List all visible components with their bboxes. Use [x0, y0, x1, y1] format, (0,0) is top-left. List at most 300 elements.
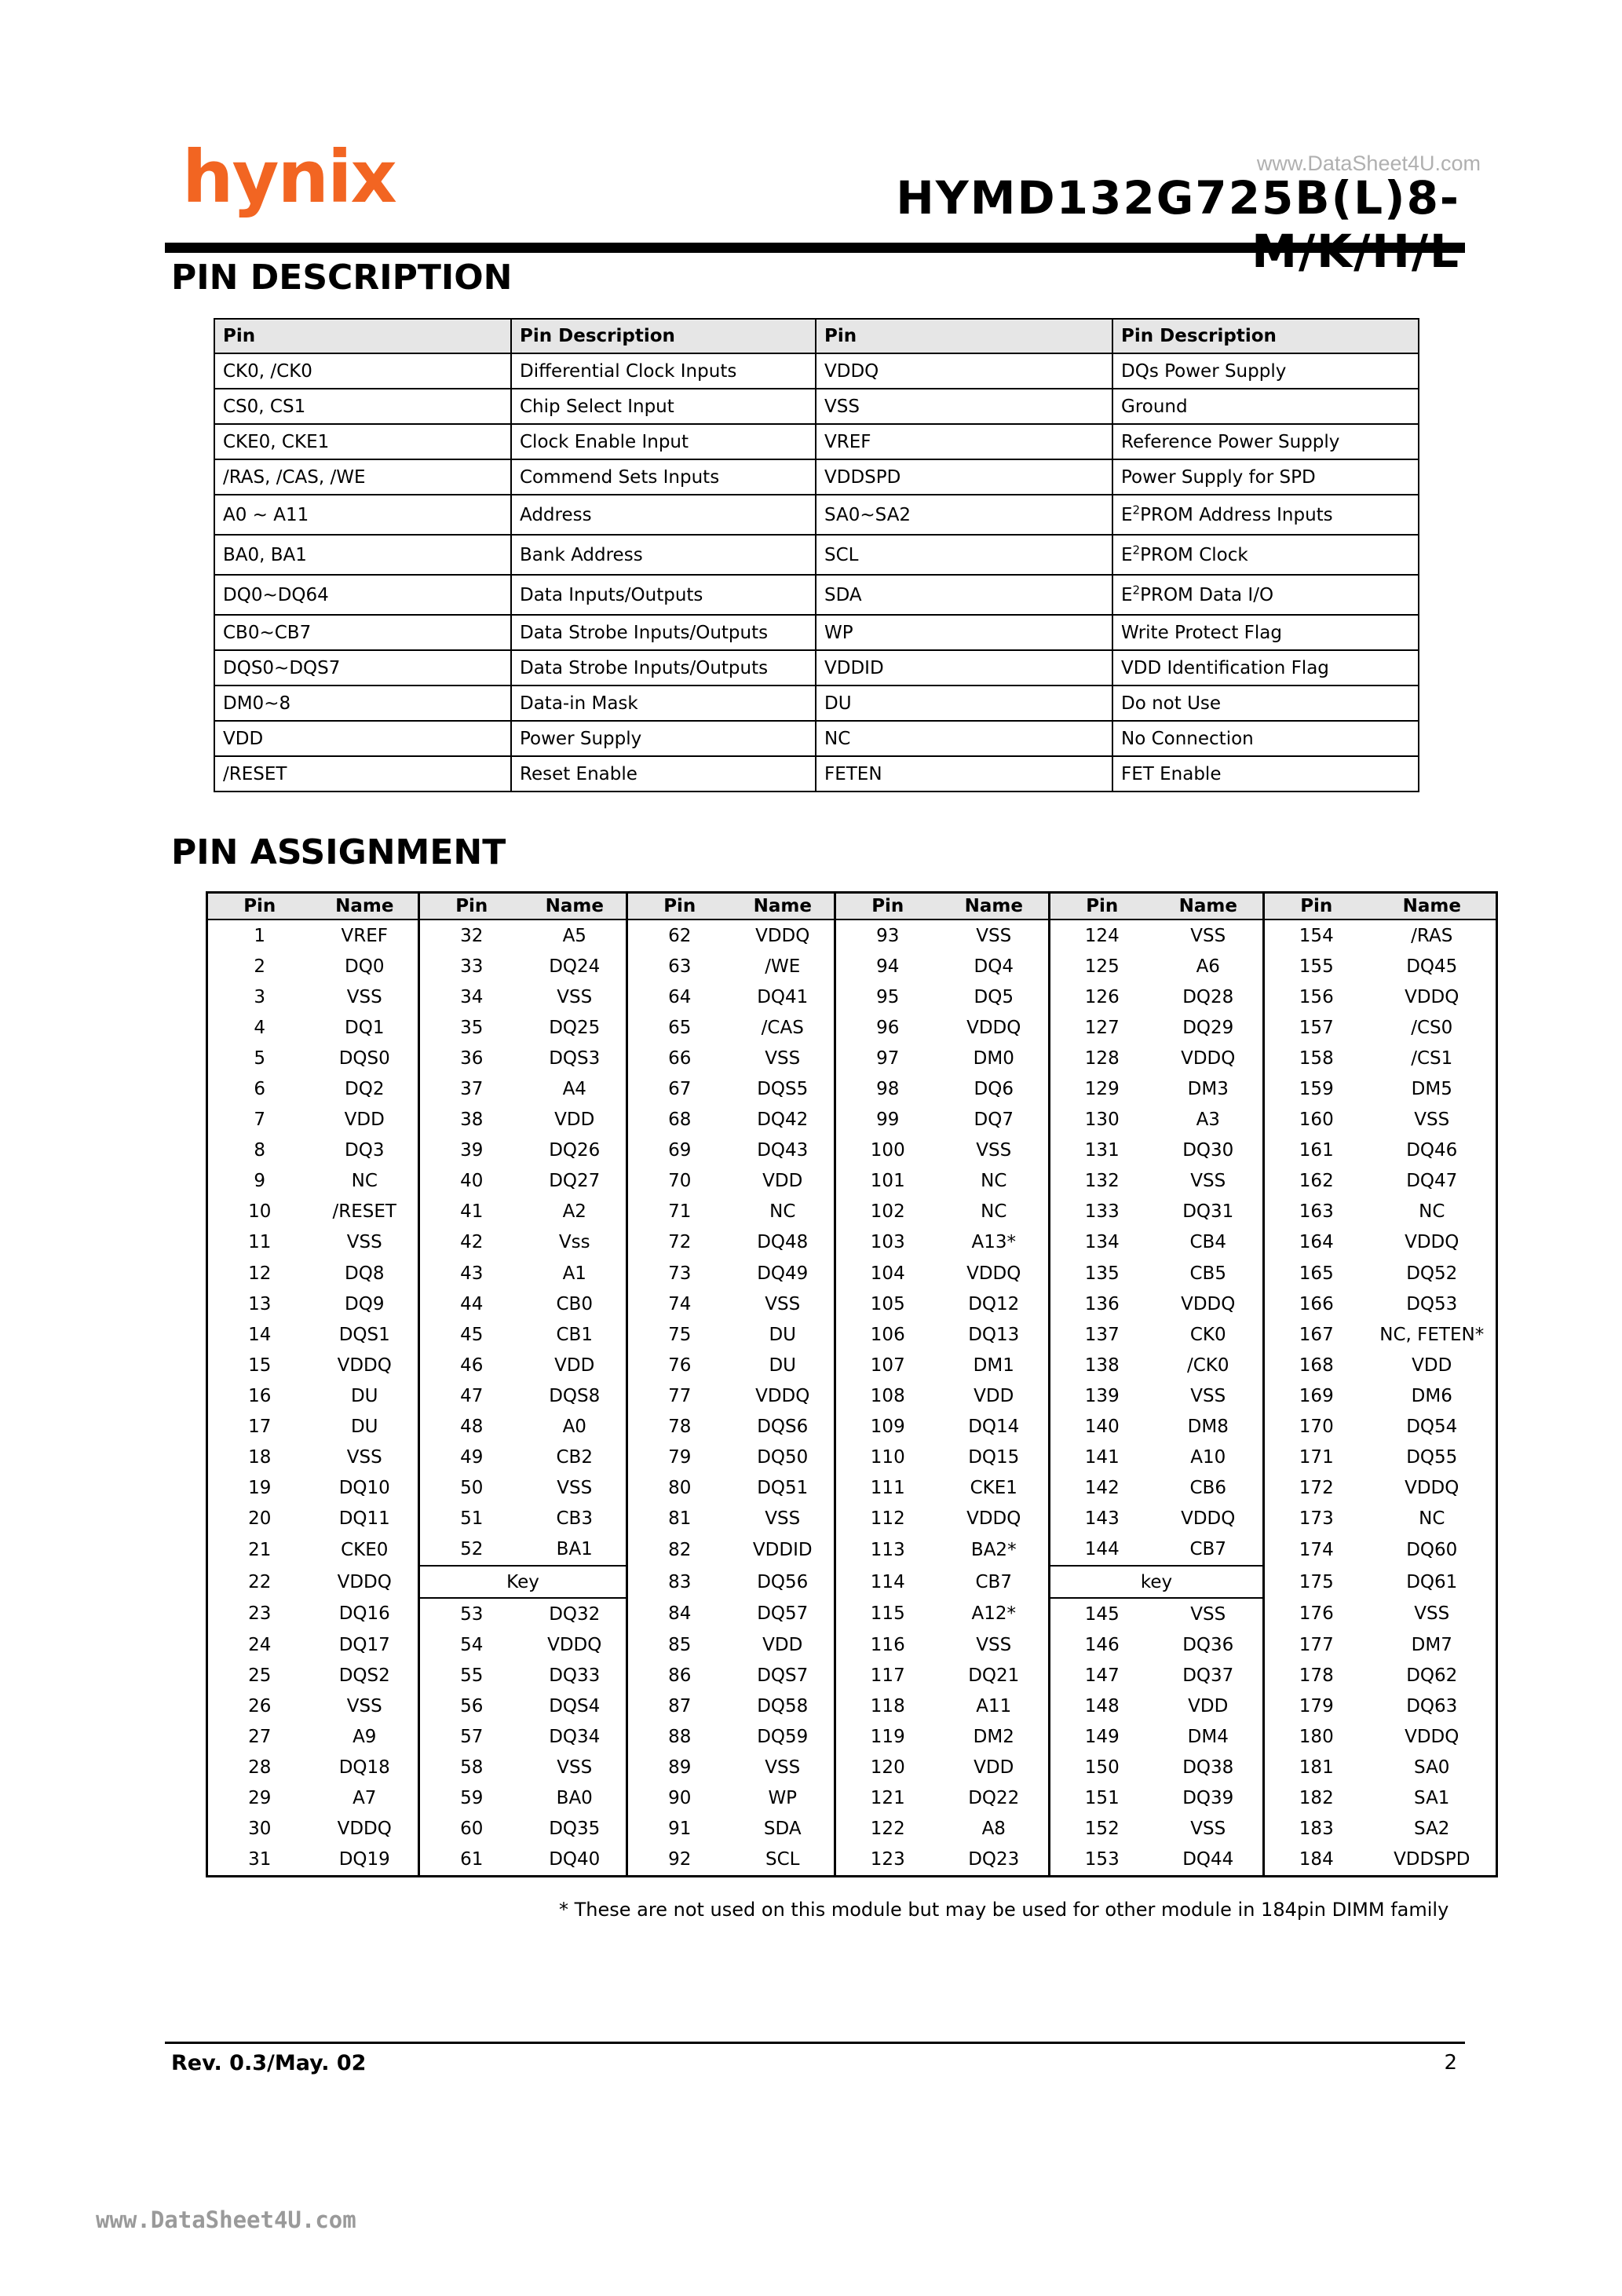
pin-name-cell: DQ22: [968, 1788, 1020, 1809]
footer-rule: [165, 2042, 1465, 2044]
pin-number-cell: 55: [419, 1660, 524, 1691]
table-row: [214, 535, 1419, 575]
pin-name-cell: DQ11: [338, 1508, 390, 1530]
pin-number-cell: 61: [419, 1844, 524, 1877]
pin-cell: WP: [816, 615, 1112, 650]
pin-number-cell: 23: [248, 1603, 272, 1625]
pin-name-cell: DQ58: [757, 1695, 809, 1717]
name-column-header: Name: [312, 893, 419, 920]
pin-number-cell: 113: [835, 1534, 940, 1566]
pin-number-cell: 49: [419, 1442, 524, 1473]
name-column-header: Name: [1368, 893, 1497, 920]
pin-number-cell: 68: [627, 1105, 732, 1135]
pin-number-cell: 31: [248, 1849, 272, 1870]
pin-name-cell: DQ38: [1182, 1757, 1234, 1779]
hynix-logo-text: hynix: [182, 145, 396, 219]
pin-number-cell: 146: [1050, 1629, 1154, 1660]
pin-name-cell: DQ24: [549, 956, 601, 977]
pin-number-cell: 65: [627, 1012, 732, 1043]
pin-cell: DQS0~DQS7: [214, 650, 511, 686]
pin-name-cell: DQ41: [757, 986, 809, 1007]
pin-name-cell: NC: [981, 1201, 1007, 1223]
pin-number-cell: 63: [627, 951, 732, 982]
pin-number-cell: 139: [1050, 1380, 1154, 1411]
pin-number-cell: 163: [1264, 1197, 1368, 1227]
table-row: [207, 1012, 1497, 1043]
pin-number-cell: 6: [254, 1079, 266, 1100]
pin-name-cell: DU: [350, 1417, 378, 1438]
pin-name-cell: VSS: [765, 1757, 801, 1779]
pin-name-cell: VDDQ: [337, 1355, 392, 1376]
document-title: HYMD132G725B(L)8-: [896, 171, 1460, 225]
pin-name-cell: DQ12: [968, 1293, 1020, 1314]
pin-name-cell: DQ54: [1406, 1417, 1458, 1438]
pin-name-cell: DQ50: [757, 1447, 809, 1468]
pin-name-cell: VDDQ: [1405, 986, 1459, 1007]
pin-number-cell: 130: [1050, 1105, 1154, 1135]
pin-name-cell: DQ32: [549, 1603, 601, 1625]
table-row: [207, 1105, 1497, 1135]
pin-number-cell: 13: [248, 1293, 272, 1314]
pin-name-cell: VDDQ: [1181, 1293, 1236, 1314]
pin-name-cell: /CS1: [1411, 1047, 1453, 1069]
pin-number-cell: 4: [254, 1017, 266, 1038]
pin-cell: VDDID: [816, 650, 1112, 686]
pin-name-cell: DM6: [1411, 1385, 1452, 1406]
pin-number-cell: 91: [627, 1814, 732, 1844]
pin-name-cell: DQ21: [968, 1665, 1020, 1686]
pin-number-cell: 77: [627, 1380, 732, 1411]
pin-description-cell: Data-in Mask: [511, 686, 816, 721]
pin-number-cell: 143: [1050, 1504, 1154, 1534]
pin-number-cell: 54: [419, 1629, 524, 1660]
pin-number-cell: 5: [254, 1047, 266, 1069]
pin-number-cell: 81: [627, 1504, 732, 1534]
pin-name-cell: DQS3: [549, 1047, 601, 1069]
pin-description-header-row: [214, 319, 1419, 353]
pin-number-cell: 161: [1264, 1135, 1368, 1166]
pin-number-cell: 50: [419, 1473, 524, 1504]
pin-name-cell: DQ37: [1182, 1665, 1234, 1686]
pin-name-cell: /RESET: [332, 1201, 396, 1223]
pin-description-header-cell: Pin Description: [511, 319, 816, 353]
hynix-logo: [182, 145, 449, 239]
pin-cell: SCL: [816, 535, 1112, 575]
pin-number-cell: 32: [419, 919, 524, 951]
pin-name-cell: A11: [976, 1695, 1012, 1717]
pin-name-cell: DQ17: [338, 1634, 390, 1655]
pin-description-cell: Data Strobe Inputs/Outputs: [511, 650, 816, 686]
pin-name-cell: A12*: [971, 1603, 1016, 1625]
pin-number-cell: 40: [419, 1166, 524, 1197]
pin-number-cell: 83: [627, 1566, 732, 1598]
pin-number-cell: 7: [254, 1110, 266, 1131]
pin-name-cell: DM8: [1187, 1417, 1229, 1438]
pin-name-cell: VDDQ: [1405, 1478, 1459, 1499]
pin-name-cell: CKE0: [341, 1539, 389, 1560]
pin-cell: /RAS, /CAS, /WE: [214, 459, 511, 495]
pin-name-cell: VSS: [765, 1508, 801, 1530]
pin-number-cell: 26: [248, 1695, 272, 1717]
pin-name-cell: DQS8: [549, 1385, 601, 1406]
pin-cell: VDDSPD: [816, 459, 1112, 495]
pin-number-cell: 67: [627, 1073, 732, 1104]
pin-name-cell: DQ10: [338, 1478, 390, 1499]
pin-name-cell: DQS6: [757, 1417, 809, 1438]
table-row: [214, 459, 1419, 495]
pin-name-cell: /WE: [765, 956, 801, 977]
pin-name-cell: DQ46: [1406, 1140, 1458, 1161]
pin-number-cell: 145: [1050, 1598, 1154, 1629]
pin-description-cell: No Connection: [1112, 721, 1419, 756]
pin-name-cell: DM5: [1411, 1079, 1452, 1100]
table-row: [207, 1814, 1497, 1844]
pin-description-cell: Reset Enable: [511, 756, 816, 792]
pin-number-cell: 170: [1264, 1412, 1368, 1442]
pin-number-cell: 149: [1050, 1721, 1154, 1752]
pin-name-cell: A3: [1196, 1110, 1220, 1131]
pin-number-cell: 60: [419, 1814, 524, 1844]
pin-name-cell: VDDQ: [966, 1508, 1021, 1530]
pin-name-cell: DQ28: [1182, 986, 1234, 1007]
pin-number-cell: 47: [419, 1380, 524, 1411]
pin-number-cell: 53: [419, 1598, 524, 1629]
pin-name-cell: DQ52: [1406, 1263, 1458, 1284]
pin-number-cell: 42: [419, 1227, 524, 1258]
pin-number-cell: 71: [627, 1197, 732, 1227]
pin-number-cell: 51: [419, 1504, 524, 1534]
table-row: [214, 756, 1419, 792]
pin-description-cell: Power Supply for SPD: [1112, 459, 1419, 495]
pin-name-cell: DQ44: [1182, 1849, 1234, 1870]
pin-name-cell: A13*: [971, 1232, 1016, 1253]
pin-name-cell: VSS: [346, 986, 382, 1007]
pin-number-cell: 140: [1050, 1412, 1154, 1442]
pin-number-cell: 181: [1264, 1753, 1368, 1783]
pin-number-cell: 87: [627, 1691, 732, 1721]
pin-assignment-title: PIN ASSIGNMENT: [171, 832, 506, 872]
name-column-header: Name: [940, 893, 1050, 920]
pin-name-cell: VDDQ: [966, 1017, 1021, 1038]
pin-name-cell: DQ59: [757, 1726, 809, 1747]
pin-name-cell: A10: [1190, 1447, 1226, 1468]
pin-number-cell: 132: [1050, 1166, 1154, 1197]
pin-assignment-table: [206, 891, 1498, 1877]
table-row: [214, 721, 1419, 756]
pin-number-cell: 135: [1050, 1258, 1154, 1289]
pin-name-cell: DQ63: [1406, 1695, 1458, 1717]
pin-name-cell: VSS: [346, 1447, 382, 1468]
pin-name-cell: DQ53: [1406, 1293, 1458, 1314]
pin-description-cell: FET Enable: [1112, 756, 1419, 792]
pin-name-cell: DM3: [1187, 1079, 1229, 1100]
pin-name-cell: A1: [562, 1263, 586, 1284]
pin-name-cell: DQ1: [345, 1017, 385, 1038]
pin-number-cell: 147: [1050, 1660, 1154, 1691]
pin-number-cell: 166: [1264, 1289, 1368, 1319]
pin-name-cell: VDDQ: [337, 1571, 392, 1592]
pin-number-cell: 74: [627, 1289, 732, 1319]
pin-number-cell: 171: [1264, 1442, 1368, 1473]
table-row: [214, 615, 1419, 650]
pin-number-cell: 97: [835, 1043, 940, 1073]
pin-number-cell: 27: [248, 1726, 272, 1747]
pin-number-cell: 164: [1264, 1227, 1368, 1258]
pin-number-cell: 36: [419, 1043, 524, 1073]
pin-cell: FETEN: [816, 756, 1112, 792]
pin-name-cell: DQ62: [1406, 1665, 1458, 1686]
table-row: [207, 919, 1497, 951]
pin-number-cell: 80: [627, 1473, 732, 1504]
pin-number-cell: 158: [1264, 1043, 1368, 1073]
pin-name-cell: A5: [562, 925, 586, 946]
pin-column-header: Pin: [419, 893, 524, 920]
pin-name-cell: DM1: [973, 1355, 1014, 1376]
pin-name-cell: CK0: [1189, 1324, 1226, 1345]
pin-description-cell: Chip Select Input: [511, 389, 816, 424]
pin-name-cell: DQ6: [974, 1079, 1014, 1100]
pin-number-cell: 75: [627, 1319, 732, 1350]
pin-number-cell: 156: [1264, 982, 1368, 1012]
pin-number-cell: 37: [419, 1073, 524, 1104]
pin-number-cell: 69: [627, 1135, 732, 1166]
pin-name-cell: BA1: [556, 1539, 593, 1560]
pin-number-cell: 9: [254, 1171, 266, 1192]
pin-number-cell: 131: [1050, 1135, 1154, 1166]
pin-name-cell: VSS: [976, 925, 1012, 946]
pin-name-cell: DQ56: [757, 1571, 809, 1592]
pin-number-cell: 167: [1264, 1319, 1368, 1350]
pin-cell: CKE0, CKE1: [214, 424, 511, 459]
pin-name-cell: NC: [769, 1201, 796, 1223]
pin-name-cell: DM0: [973, 1047, 1014, 1069]
pin-name-cell: DQ13: [968, 1324, 1020, 1345]
pin-number-cell: 153: [1050, 1844, 1154, 1877]
pin-number-cell: 127: [1050, 1012, 1154, 1043]
pin-number-cell: 120: [835, 1753, 940, 1783]
pin-number-cell: 102: [835, 1197, 940, 1227]
table-row: [214, 650, 1419, 686]
pin-name-cell: VDDQ: [755, 925, 810, 946]
pin-number-cell: 20: [248, 1508, 272, 1530]
pin-number-cell: 117: [835, 1660, 940, 1691]
table-row: [214, 575, 1419, 615]
pin-column-header: Pin: [835, 893, 940, 920]
pin-description-header-cell: Pin Description: [1112, 319, 1419, 353]
pin-number-cell: 126: [1050, 982, 1154, 1012]
pin-number-cell: 114: [835, 1566, 940, 1598]
pin-number-cell: 159: [1264, 1073, 1368, 1104]
pin-name-cell: VSS: [557, 986, 593, 1007]
pin-name-cell: DQ7: [974, 1110, 1014, 1131]
pin-name-cell: VDDQ: [966, 1263, 1021, 1284]
pin-description-cell: Clock Enable Input: [511, 424, 816, 459]
pin-number-cell: 76: [627, 1350, 732, 1380]
pin-number-cell: 41: [419, 1197, 524, 1227]
pin-number-cell: 17: [248, 1417, 272, 1438]
pin-number-cell: 10: [248, 1201, 272, 1223]
pin-description-cell: Differential Clock Inputs: [511, 353, 816, 389]
pin-number-cell: 142: [1050, 1473, 1154, 1504]
pin-description-text: PROM Clock: [1140, 544, 1248, 565]
pin-name-cell: A7: [353, 1788, 377, 1809]
pin-number-cell: 22: [248, 1571, 272, 1592]
pin-number-cell: 141: [1050, 1442, 1154, 1473]
table-row: [214, 353, 1419, 389]
pin-name-cell: VSS: [1414, 1603, 1450, 1625]
pin-number-cell: 106: [835, 1319, 940, 1350]
pin-number-cell: 151: [1050, 1783, 1154, 1814]
pin-number-cell: 43: [419, 1258, 524, 1289]
pin-name-cell: DQ14: [968, 1417, 1020, 1438]
table-row: [207, 1629, 1497, 1660]
table-row: [214, 389, 1419, 424]
pin-number-cell: 107: [835, 1350, 940, 1380]
pin-name-cell: DQ47: [1406, 1171, 1458, 1192]
pin-name-cell: VDDQ: [1405, 1726, 1459, 1747]
pin-cell: CK0, /CK0: [214, 353, 511, 389]
pin-number-cell: 125: [1050, 951, 1154, 982]
pin-name-cell: VSS: [1190, 1385, 1226, 1406]
pin-number-cell: 122: [835, 1814, 940, 1844]
pin-number-cell: 169: [1264, 1380, 1368, 1411]
pin-name-cell: VSS: [346, 1695, 382, 1717]
table-row: [214, 495, 1419, 535]
pin-name-cell: VDD: [554, 1110, 595, 1131]
pin-name-cell: DQ39: [1182, 1788, 1234, 1809]
pin-name-cell: VSS: [765, 1047, 801, 1069]
pin-number-cell: 95: [835, 982, 940, 1012]
pin-name-cell: CB5: [1189, 1263, 1226, 1284]
pin-name-cell: VDDQ: [1181, 1508, 1236, 1530]
pin-number-cell: 93: [835, 919, 940, 951]
pin-number-cell: 29: [248, 1788, 272, 1809]
table-row: [207, 951, 1497, 982]
pin-number-cell: 179: [1264, 1691, 1368, 1721]
pin-name-cell: VDD: [1412, 1355, 1452, 1376]
pin-number-cell: 19: [248, 1478, 272, 1499]
pin-name-cell: CB6: [1189, 1478, 1226, 1499]
pin-name-cell: SCL: [765, 1849, 800, 1870]
pin-number-cell: 84: [627, 1598, 732, 1629]
pin-name-cell: VDDQ: [1405, 1232, 1459, 1253]
pin-number-cell: 89: [627, 1753, 732, 1783]
watermark-bottom: www.DataSheet4U.com: [96, 2206, 356, 2233]
pin-description-text: PROM Address Inputs: [1140, 504, 1333, 525]
pin-number-cell: 38: [419, 1105, 524, 1135]
pin-description-table: [214, 318, 1419, 792]
pin-number-cell: 108: [835, 1380, 940, 1411]
pin-number-cell: 2: [254, 956, 266, 977]
pin-number-cell: 104: [835, 1258, 940, 1289]
pin-name-cell: DQ43: [757, 1140, 809, 1161]
pin-column-header: Pin: [1050, 893, 1154, 920]
pin-cell: VDD: [214, 721, 511, 756]
pin-name-cell: DQ5: [974, 986, 1014, 1007]
pin-description-cell: Data Strobe Inputs/Outputs: [511, 615, 816, 650]
pin-number-cell: 33: [419, 951, 524, 982]
pin-cell: CB0~CB7: [214, 615, 511, 650]
pin-cell: CS0, CS1: [214, 389, 511, 424]
pin-number-cell: 88: [627, 1721, 732, 1752]
table-row: [207, 1073, 1497, 1104]
pin-cell: VSS: [816, 389, 1112, 424]
pin-name-cell: VDDQ: [337, 1819, 392, 1840]
pin-number-cell: 64: [627, 982, 732, 1012]
pin-description-cell: Write Protect Flag: [1112, 615, 1419, 650]
pin-number-cell: 57: [419, 1721, 524, 1752]
pin-number-cell: 110: [835, 1442, 940, 1473]
pin-name-cell: VDD: [1188, 1695, 1229, 1717]
pin-name-cell: DQ61: [1406, 1571, 1458, 1592]
pin-number-cell: 184: [1264, 1844, 1368, 1877]
pin-name-cell: DQ35: [549, 1819, 601, 1840]
pin-number-cell: 94: [835, 951, 940, 982]
pin-number-cell: 62: [627, 919, 732, 951]
name-column-header: Name: [732, 893, 835, 920]
pin-name-cell: DQ18: [338, 1757, 390, 1779]
pin-name-cell: DQS0: [338, 1047, 390, 1069]
pin-number-cell: 16: [248, 1385, 272, 1406]
pin-name-cell: VREF: [341, 925, 388, 946]
pin-name-cell: DQ8: [345, 1263, 385, 1284]
pin-number-cell: 111: [835, 1473, 940, 1504]
pin-number-cell: 45: [419, 1319, 524, 1350]
pin-name-cell: VDDID: [752, 1539, 813, 1560]
pin-name-cell: /CAS: [761, 1017, 804, 1038]
pin-cell: /RESET: [214, 756, 511, 792]
table-row: [207, 1166, 1497, 1197]
pin-name-cell: DQ42: [757, 1110, 809, 1131]
pin-name-cell: DQ51: [757, 1478, 809, 1499]
pin-number-cell: 105: [835, 1289, 940, 1319]
pin-name-cell: VSS: [976, 1634, 1012, 1655]
pin-name-cell: VSS: [976, 1140, 1012, 1161]
pin-number-cell: 30: [248, 1819, 272, 1840]
pin-number-cell: 168: [1264, 1350, 1368, 1380]
table-row: [207, 1135, 1497, 1166]
pin-name-cell: DQ0: [345, 956, 385, 977]
pin-name-cell: VSS: [765, 1293, 801, 1314]
pin-number-cell: 128: [1050, 1043, 1154, 1073]
pin-number-cell: 1: [254, 925, 266, 946]
pin-name-cell: A2: [562, 1201, 586, 1223]
pin-number-cell: 121: [835, 1783, 940, 1814]
table-row: [207, 1534, 1497, 1566]
pin-name-cell: /CK0: [1186, 1355, 1229, 1376]
pin-number-cell: 86: [627, 1660, 732, 1691]
pin-number-cell: 152: [1050, 1814, 1154, 1844]
pin-number-cell: 56: [419, 1691, 524, 1721]
pin-name-cell: DQ49: [757, 1263, 809, 1284]
pin-number-cell: 59: [419, 1783, 524, 1814]
pin-name-cell: DQ16: [338, 1603, 390, 1625]
pin-description-cell: $E^2PROM$ Data I/O: [1112, 575, 1419, 615]
pin-number-cell: 15: [248, 1355, 272, 1376]
pin-name-cell: WP: [768, 1788, 798, 1809]
pin-name-cell: SA2: [1414, 1819, 1450, 1840]
pin-name-cell: VSS: [1190, 925, 1226, 946]
pin-name-cell: DQ4: [974, 956, 1014, 977]
pin-number-cell: 90: [627, 1783, 732, 1814]
pin-column-header: Pin: [207, 893, 312, 920]
pin-number-cell: 112: [835, 1504, 940, 1534]
pin-number-cell: 21: [248, 1539, 272, 1560]
pin-description-cell: Ground: [1112, 389, 1419, 424]
pin-cell: SDA: [816, 575, 1112, 615]
table-row: [207, 1227, 1497, 1258]
pin-name-cell: DQ15: [968, 1447, 1020, 1468]
